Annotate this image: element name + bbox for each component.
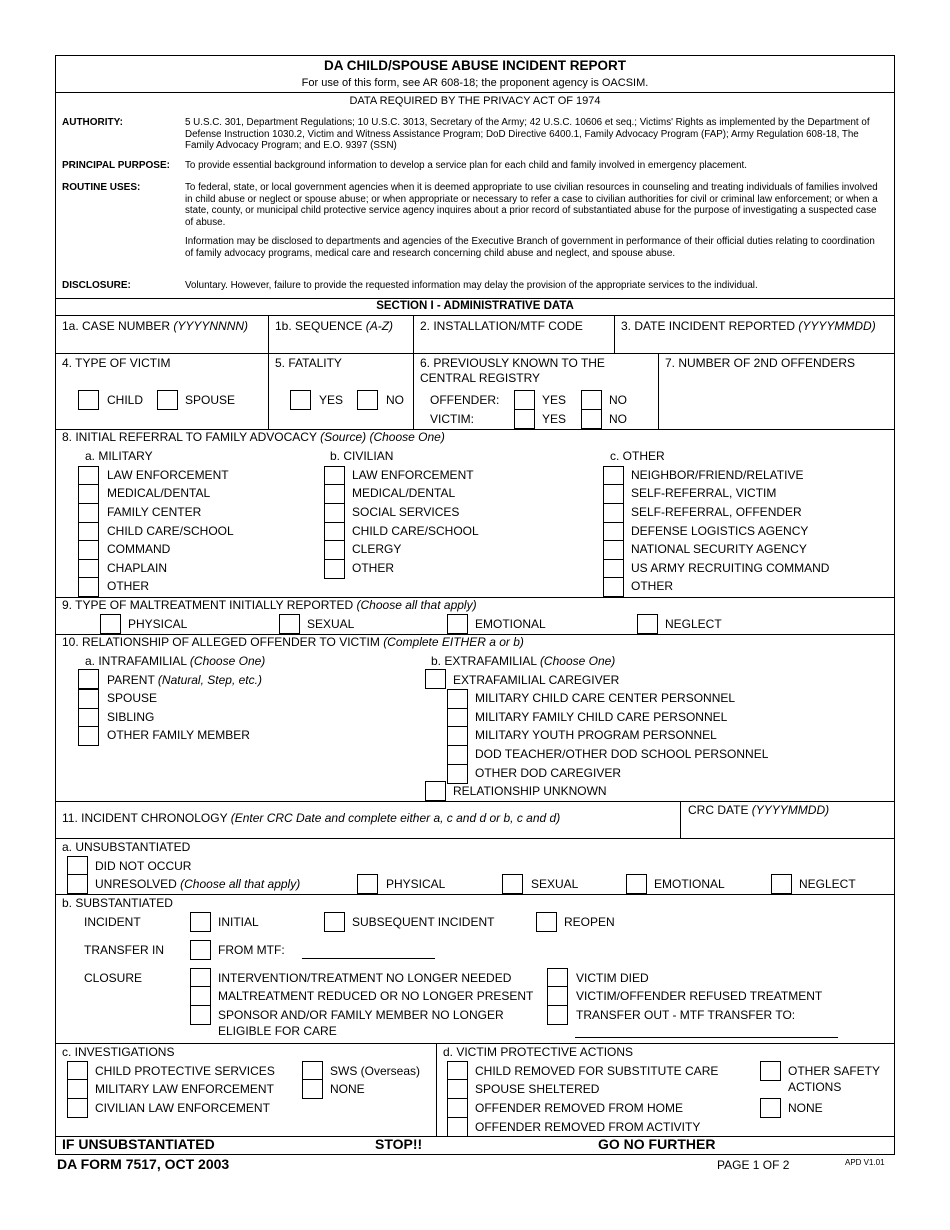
- investigation-child-protective-services-label: CHILD PROTECTIVE SERVICES: [95, 1064, 275, 1078]
- extra-military-child-care-center-personnel-label: MILITARY CHILD CARE CENTER PERSONNEL: [475, 691, 736, 705]
- closure-transfer-out-checkbox[interactable]: [547, 1005, 568, 1025]
- substantiated-label: b. SUBSTANTIATED: [62, 896, 173, 910]
- maltreatment-neglect-checkbox[interactable]: [637, 614, 658, 634]
- civilian-other-label: OTHER: [352, 561, 394, 575]
- did-not-occur-checkbox[interactable]: [67, 856, 88, 876]
- divider: [680, 801, 681, 838]
- other-safety-actions-checkbox[interactable]: [760, 1061, 781, 1081]
- investigation-child-protective-services-checkbox[interactable]: [67, 1061, 88, 1081]
- protective-offender-removed-from-home-checkbox[interactable]: [447, 1098, 468, 1118]
- stop-text: STOP!!: [375, 1136, 423, 1152]
- intra-sibling-checkbox[interactable]: [78, 708, 99, 728]
- extrafamilial-caregiver-label: EXTRAFAMILIAL CAREGIVER: [453, 673, 620, 687]
- investigation-military-law-enforcement-checkbox[interactable]: [67, 1079, 88, 1099]
- extra-military-youth-program-personnel-checkbox[interactable]: [447, 726, 468, 746]
- closure-sponsor-ineligible-cont-label: ELIGIBLE FOR CARE: [218, 1024, 337, 1038]
- closure-label: CLOSURE: [84, 971, 143, 985]
- fatality-no-label: NO: [386, 393, 404, 407]
- divider: [268, 315, 269, 353]
- initial-checkbox[interactable]: [190, 912, 211, 932]
- other-self-referral-offender-checkbox[interactable]: [603, 503, 624, 523]
- spouse-label: SPOUSE: [185, 393, 236, 407]
- reopen-label: REOPEN: [564, 915, 615, 929]
- divider: [436, 1043, 437, 1136]
- protective-none-checkbox[interactable]: [760, 1098, 781, 1118]
- other-other-checkbox[interactable]: [603, 577, 624, 597]
- investigation-sws-overseas-checkbox[interactable]: [302, 1061, 323, 1081]
- relationship-label: 10. RELATIONSHIP OF ALLEGED OFFENDER TO VICTIM (Complete EITHER a or b): [62, 635, 524, 649]
- second-offenders-label: 7. NUMBER OF 2ND OFFENDERS: [665, 356, 856, 370]
- purpose-text: To provide essential background information to develop a service plan for each child and family involved in emergency placement.: [185, 160, 748, 171]
- military-family-center-checkbox[interactable]: [78, 503, 99, 523]
- civilian-law-enforcement-label: LAW ENFORCEMENT: [352, 468, 474, 482]
- extra-dod-teacher-other-dod-school-personnel-label: DOD TEACHER/OTHER DOD SCHOOL PERSONNEL: [475, 747, 769, 761]
- protective-child-removed-for-substitute-care-checkbox[interactable]: [447, 1061, 468, 1081]
- intra-sibling-label: SIBLING: [107, 710, 155, 724]
- form-title: DA CHILD/SPOUSE ABUSE INCIDENT REPORT: [323, 58, 627, 73]
- fatality-label: 5. FATALITY: [275, 356, 342, 370]
- other-national-security-agency-checkbox[interactable]: [603, 540, 624, 560]
- civilian-other-checkbox[interactable]: [324, 559, 345, 579]
- divider: [55, 353, 895, 354]
- unresolved-checkbox[interactable]: [67, 874, 88, 894]
- victim-no-checkbox[interactable]: [581, 409, 602, 429]
- apd-version: APD V1.01: [845, 1158, 885, 1167]
- protective-spouse-sheltered-label: SPOUSE SHELTERED: [475, 1082, 600, 1096]
- divider: [55, 801, 895, 802]
- offender-no-checkbox[interactable]: [581, 390, 602, 410]
- divider: [55, 894, 895, 895]
- extra-dod-teacher-other-dod-school-personnel-checkbox[interactable]: [447, 745, 468, 765]
- extra-military-youth-program-personnel-label: MILITARY YOUTH PROGRAM PERSONNEL: [475, 728, 717, 742]
- initial-label: INITIAL: [218, 915, 259, 929]
- military-law-enforcement-checkbox[interactable]: [78, 466, 99, 486]
- offender-no-label: NO: [609, 393, 627, 407]
- victim-yes-label: YES: [542, 412, 567, 426]
- maltreatment-sexual-checkbox[interactable]: [279, 614, 300, 634]
- from-mtf-input[interactable]: [302, 958, 435, 959]
- divider: [55, 315, 895, 316]
- unresolved-sexual-label: SEXUAL: [531, 877, 579, 891]
- other-us-army-recruiting-command-label: US ARMY RECRUITING COMMAND: [631, 561, 830, 575]
- civilian-child-care-school-label: CHILD CARE/SCHOOL: [352, 524, 479, 538]
- closure-victim-died-checkbox[interactable]: [547, 968, 568, 988]
- investigation-civilian-law-enforcement-label: CIVILIAN LAW ENFORCEMENT: [95, 1101, 270, 1115]
- other-neighbor-friend-relative-label: NEIGHBOR/FRIEND/RELATIVE: [631, 468, 804, 482]
- unsubstantiated-label: a. UNSUBSTANTIATED: [62, 840, 191, 854]
- disclosure-text: Voluntary. However, failure to provide the requested information may delay the provision of the appropriate services to the individual.: [185, 280, 758, 291]
- child-label: CHILD: [107, 393, 144, 407]
- investigation-none-label: NONE: [330, 1082, 365, 1096]
- military-family-center-label: FAMILY CENTER: [107, 505, 202, 519]
- unresolved-neglect-label: NEGLECT: [799, 877, 856, 891]
- other-safety-label-1: OTHER SAFETY: [788, 1064, 881, 1078]
- extra-other-dod-caregiver-label: OTHER DOD CAREGIVER: [475, 766, 622, 780]
- extra-military-child-care-center-personnel-checkbox[interactable]: [447, 689, 468, 709]
- closure-victim-died-label: VICTIM DIED: [576, 971, 649, 985]
- protective-offender-removed-from-activity-label: OFFENDER REMOVED FROM ACTIVITY: [475, 1120, 701, 1134]
- other-defense-logistics-agency-label: DEFENSE LOGISTICS AGENCY: [631, 524, 809, 538]
- intrafamilial-label: a. INTRAFAMILIAL (Choose One): [85, 654, 266, 668]
- military-other-checkbox[interactable]: [78, 577, 99, 597]
- registry-label-1: 6. PREVIOUSLY KNOWN TO THE: [420, 356, 605, 370]
- unresolved-physical-label: PHYSICAL: [386, 877, 446, 891]
- divider: [614, 315, 615, 353]
- extra-military-family-child-care-personnel-checkbox[interactable]: [447, 708, 468, 728]
- crc-date-label: CRC DATE (YYYYMMDD): [688, 803, 830, 817]
- transfer-to-input[interactable]: [575, 1037, 838, 1038]
- civilian-child-care-school-checkbox[interactable]: [324, 522, 345, 542]
- closure-refused-treatment-label: VICTIM/OFFENDER REFUSED TREATMENT: [576, 989, 823, 1003]
- fatality-no-checkbox[interactable]: [357, 390, 378, 410]
- civilian-medical-dental-label: MEDICAL/DENTAL: [352, 486, 456, 500]
- purpose-label: PRINCIPAL PURPOSE:: [62, 160, 170, 171]
- extra-other-dod-caregiver-checkbox[interactable]: [447, 764, 468, 784]
- closure-intervention-label: INTERVENTION/TREATMENT NO LONGER NEEDED: [218, 971, 512, 985]
- divider: [413, 315, 414, 353]
- closure-intervention-checkbox[interactable]: [190, 968, 211, 988]
- victim-no-label: NO: [609, 412, 627, 426]
- divider: [55, 92, 895, 93]
- maltreatment-sexual-label: SEXUAL: [307, 617, 355, 631]
- civilian-social-services-checkbox[interactable]: [324, 503, 345, 523]
- routine-text-2: Information may be disclosed to departments and agencies of the Executive Branch of government in performance of their official duties relating to coordination of family advocacy programs, medical care and research concerning child abuse and neglect, and spouse abuse.: [185, 236, 875, 259]
- intra-spouse-checkbox[interactable]: [78, 689, 99, 709]
- divider: [55, 838, 895, 839]
- fatality-yes-checkbox[interactable]: [290, 390, 311, 410]
- divider: [413, 353, 414, 429]
- military-medical-dental-label: MEDICAL/DENTAL: [107, 486, 211, 500]
- maltreatment-neglect-label: NEGLECT: [665, 617, 722, 631]
- maltreatment-physical-label: PHYSICAL: [128, 617, 188, 631]
- civilian-clergy-label: CLERGY: [352, 542, 402, 556]
- military-command-checkbox[interactable]: [78, 540, 99, 560]
- civilian-medical-dental-checkbox[interactable]: [324, 484, 345, 504]
- divider: [268, 353, 269, 429]
- offender-yes-label: YES: [542, 393, 567, 407]
- military-law-enforcement-label: LAW ENFORCEMENT: [107, 468, 229, 482]
- section-1-heading: SECTION I - ADMINISTRATIVE DATA: [376, 300, 574, 312]
- military-other-label: OTHER: [107, 579, 149, 593]
- investigation-sws-overseas-label: SWS (Overseas): [330, 1064, 421, 1078]
- form-number: DA FORM 7517, OCT 2003: [57, 1156, 230, 1172]
- military-child-care-school-checkbox[interactable]: [78, 522, 99, 542]
- protective-actions-label: d. VICTIM PROTECTIVE ACTIONS: [443, 1045, 634, 1059]
- from-mtf-label: FROM MTF:: [218, 943, 285, 957]
- investigation-military-law-enforcement-label: MILITARY LAW ENFORCEMENT: [95, 1082, 274, 1096]
- intra-other-family-member-checkbox[interactable]: [78, 726, 99, 746]
- maltreatment-emotional-checkbox[interactable]: [447, 614, 468, 634]
- child-checkbox[interactable]: [78, 390, 99, 410]
- parent-label: PARENT (Natural, Step, etc.): [107, 673, 262, 687]
- unresolved-sexual-checkbox[interactable]: [502, 874, 523, 894]
- date-reported-label: 3. DATE INCIDENT REPORTED (YYYYMMDD): [621, 319, 876, 333]
- closure-maltreatment-reduced-checkbox[interactable]: [190, 986, 211, 1006]
- closure-sponsor-ineligible-checkbox[interactable]: [190, 1005, 211, 1025]
- maltreatment-emotional-label: EMOTIONAL: [475, 617, 546, 631]
- protective-spouse-sheltered-checkbox[interactable]: [447, 1079, 468, 1099]
- military-child-care-school-label: CHILD CARE/SCHOOL: [107, 524, 234, 538]
- other-self-referral-victim-checkbox[interactable]: [603, 484, 624, 504]
- did-not-occur-label: DID NOT OCCUR: [95, 859, 192, 873]
- extrafamilial-caregiver-checkbox[interactable]: [425, 669, 446, 689]
- victim-yes-checkbox[interactable]: [514, 409, 535, 429]
- closure-transfer-out-label: TRANSFER OUT - MTF TRANSFER TO:: [576, 1008, 796, 1022]
- privacy-heading: DATA REQUIRED BY THE PRIVACY ACT OF 1974: [349, 95, 601, 107]
- extrafamilial-label: b. EXTRAFAMILIAL (Choose One): [431, 654, 616, 668]
- referral-label: 8. INITIAL REFERRAL TO FAMILY ADVOCACY (Source) (Choose One): [62, 430, 445, 444]
- subsequent-incident-label: SUBSEQUENT INCIDENT: [352, 915, 495, 929]
- other-us-army-recruiting-command-checkbox[interactable]: [603, 559, 624, 579]
- case-number-label: 1a. CASE NUMBER (YYYYNNNN): [62, 319, 249, 333]
- victim-label: VICTIM:: [430, 412, 474, 426]
- routine-label: ROUTINE USES:: [62, 182, 141, 193]
- spouse-checkbox[interactable]: [157, 390, 178, 410]
- maltreatment-physical-checkbox[interactable]: [100, 614, 121, 634]
- authority-text: 5 U.S.C. 301, Department Regulations; 10 U.S.C. 3013, Secretary of the Army; 42 U.S.C. 10606 et seq.; Victims' Rights as implemented by the Department of Defense Instruction 1030.2, Victim and Witness Assistance Program; DoD Directive 6400.1, Family Advocacy Program (FAP); Army Regulation 608-18, The Family Advocacy Program; and E.O. 9397 (SSN): [185, 117, 870, 152]
- unresolved-label: UNRESOLVED (Choose all that apply): [95, 877, 301, 891]
- unresolved-emotional-label: EMOTIONAL: [654, 877, 725, 891]
- closure-sponsor-ineligible-label: SPONSOR AND/OR FAMILY MEMBER NO LONGER: [218, 1008, 504, 1022]
- civilian-label: b. CIVILIAN: [330, 449, 394, 463]
- transfer-in-label: TRANSFER IN: [84, 943, 165, 957]
- disclosure-label: DISCLOSURE:: [62, 280, 131, 291]
- relationship-unknown-checkbox[interactable]: [425, 781, 446, 801]
- divider: [55, 298, 895, 299]
- reopen-checkbox[interactable]: [536, 912, 557, 932]
- closure-maltreatment-reduced-label: MALTREATMENT REDUCED OR NO LONGER PRESENT: [218, 989, 534, 1003]
- maltreatment-label: 9. TYPE OF MALTREATMENT INITIALLY REPORTED (Choose all that apply): [62, 598, 477, 612]
- military-label: a. MILITARY: [85, 449, 153, 463]
- intra-spouse-label: SPOUSE: [107, 691, 158, 705]
- intra-other-family-member-label: OTHER FAMILY MEMBER: [107, 728, 250, 742]
- unresolved-physical-checkbox[interactable]: [357, 874, 378, 894]
- protective-none-label: NONE: [788, 1101, 823, 1115]
- installation-label: 2. INSTALLATION/MTF CODE: [420, 319, 583, 333]
- sequence-label: 1b. SEQUENCE (A-Z): [275, 319, 394, 333]
- closure-refused-treatment-checkbox[interactable]: [547, 986, 568, 1006]
- military-chaplain-label: CHAPLAIN: [107, 561, 168, 575]
- civilian-social-services-label: SOCIAL SERVICES: [352, 505, 460, 519]
- civilian-law-enforcement-checkbox[interactable]: [324, 466, 345, 486]
- other-self-referral-offender-label: SELF-REFERRAL, OFFENDER: [631, 505, 802, 519]
- page-number: PAGE 1 OF 2: [717, 1158, 790, 1172]
- protective-child-removed-for-substitute-care-label: CHILD REMOVED FOR SUBSTITUTE CARE: [475, 1064, 719, 1078]
- other-safety-label-2: ACTIONS: [788, 1080, 842, 1094]
- authority-label: AUTHORITY:: [62, 117, 123, 128]
- incident-label: INCIDENT: [84, 915, 141, 929]
- investigations-label: c. INVESTIGATIONS: [62, 1045, 175, 1059]
- investigation-civilian-law-enforcement-checkbox[interactable]: [67, 1098, 88, 1118]
- other-label: c. OTHER: [610, 449, 665, 463]
- other-neighbor-friend-relative-checkbox[interactable]: [603, 466, 624, 486]
- military-command-label: COMMAND: [107, 542, 171, 556]
- investigation-none-checkbox[interactable]: [302, 1079, 323, 1099]
- go-no-further: GO NO FURTHER: [598, 1136, 716, 1152]
- chronology-label: 11. INCIDENT CHRONOLOGY (Enter CRC Date and complete either a, c and d or b, c and d): [62, 811, 561, 825]
- other-self-referral-victim-label: SELF-REFERRAL, VICTIM: [631, 486, 777, 500]
- relationship-unknown-label: RELATIONSHIP UNKNOWN: [453, 784, 607, 798]
- if-unsubstantiated: IF UNSUBSTANTIATED: [62, 1136, 215, 1152]
- other-defense-logistics-agency-checkbox[interactable]: [603, 522, 624, 542]
- from-mtf-checkbox[interactable]: [190, 940, 211, 960]
- offender-label: OFFENDER:: [430, 393, 500, 407]
- form-subtitle: For use of this form, see AR 608-18; the proponent agency is OACSIM.: [301, 77, 649, 89]
- offender-yes-checkbox[interactable]: [514, 390, 535, 410]
- extra-military-family-child-care-personnel-label: MILITARY FAMILY CHILD CARE PERSONNEL: [475, 710, 728, 724]
- military-chaplain-checkbox[interactable]: [78, 559, 99, 579]
- fatality-yes-label: YES: [319, 393, 344, 407]
- civilian-clergy-checkbox[interactable]: [324, 540, 345, 560]
- other-other-label: OTHER: [631, 579, 673, 593]
- parent-checkbox[interactable]: [78, 669, 99, 689]
- unresolved-neglect-checkbox[interactable]: [771, 874, 792, 894]
- divider: [658, 353, 659, 429]
- subsequent-incident-checkbox[interactable]: [324, 912, 345, 932]
- military-medical-dental-checkbox[interactable]: [78, 484, 99, 504]
- protective-offender-removed-from-activity-checkbox[interactable]: [447, 1117, 468, 1137]
- routine-text-1: To federal, state, or local government agencies when it is deemed appropriate to use civilian resources in counseling and treating individuals of families involved in child abuse or neglect or spouse abuse; or when appropriate or necessary to refer a case to civilian authorities for civil or criminal law enforcement; or when a state, county, or municipal child protective service agency inquires about a prior record of substantiated abuse for the purpose of investigating a suspected case of abuse.: [185, 182, 878, 228]
- type-of-victim-label: 4. TYPE OF VICTIM: [62, 356, 171, 370]
- other-national-security-agency-label: NATIONAL SECURITY AGENCY: [631, 542, 807, 556]
- divider: [55, 1043, 895, 1044]
- registry-label-2: CENTRAL REGISTRY: [420, 371, 541, 385]
- protective-offender-removed-from-home-label: OFFENDER REMOVED FROM HOME: [475, 1101, 684, 1115]
- unresolved-emotional-checkbox[interactable]: [626, 874, 647, 894]
